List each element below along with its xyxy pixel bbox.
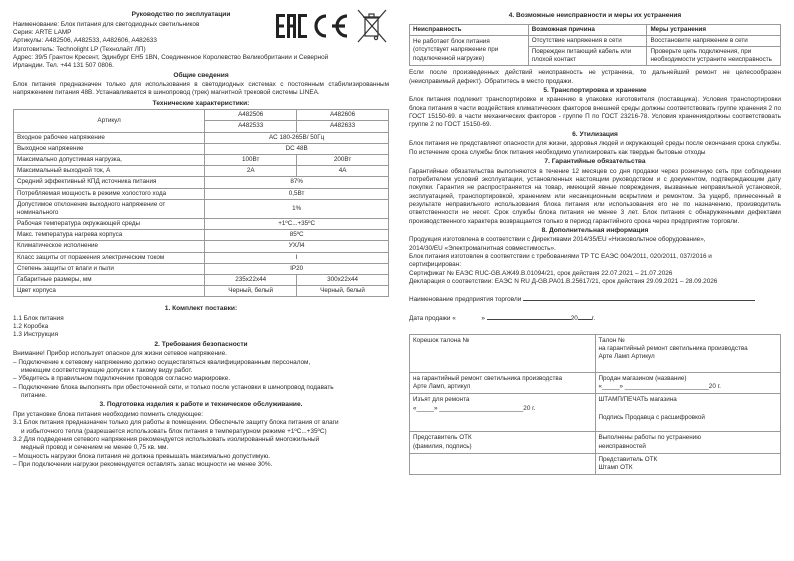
general-text: Блок питания предназначен только для использования в светодиодных системах с постоянным стабилизированным напряжением питания 48В. Устанавливается в шинопровод (трек) магнитной трековой системы LINEA. xyxy=(13,81,389,97)
list-item: – Подключение блока выполнять при обесточенной сети, и только после установки в шинопровод подавать xyxy=(13,383,334,391)
eac-mark-icon xyxy=(276,14,307,38)
list-item: – При подключении нагрузки рекомендуется оставлять запас мощности не менее 30%. xyxy=(13,460,273,468)
coupon-text: на гарантийный ремонт светильника производства xyxy=(598,345,748,353)
spec-label: Цвет корпуса xyxy=(14,286,205,297)
list-item: 1.1 Блок питания xyxy=(13,314,64,322)
spec-label: Степень защиты от влаги и пыли xyxy=(14,263,205,274)
specs-title: Технические характеристики: xyxy=(152,99,250,107)
fault-cell: Не работает блок питания (отсутствует напряжение при подключенной нагрузке) xyxy=(410,35,529,66)
table-row xyxy=(410,453,781,474)
column-header: Меры устранения xyxy=(647,24,781,35)
spec-value: IP20 xyxy=(205,263,389,274)
specs-table xyxy=(13,109,389,297)
info-line: Продукция изготовлена в соответствии с Директивами 2014/35/EU «Низковольтное оборудование», xyxy=(409,236,706,244)
general-title: Общие сведения xyxy=(173,71,229,79)
table-row xyxy=(14,286,389,297)
manufacturer: Изготовитель: Technolight LP (Технолайт ЛП) xyxy=(13,45,146,53)
spec-label: Климатическое исполнение xyxy=(14,241,205,252)
coupon-text: (фамилия, подпись) xyxy=(413,442,472,450)
coupon-text: Корешок талона № xyxy=(413,337,470,345)
list-item: – Убедитесь в правильном подключении проводов согласно маркировке. xyxy=(13,375,231,383)
list-item: 3.2 Для подведения сетевого напряжения рекомендуется использовать изолированный многожильный xyxy=(13,435,320,443)
shop-name-field[interactable] xyxy=(409,295,781,304)
spec-label: Входное рабочее напряжение xyxy=(14,132,205,143)
spec-value: AC 180-265В/ 50Гц xyxy=(205,132,389,143)
spec-value: 235x22x44 xyxy=(205,274,297,285)
spec-label: Габаритные размеры, мм xyxy=(14,274,205,285)
spec-value: 2А xyxy=(205,166,297,177)
table-row xyxy=(14,252,389,263)
article-cell: A482506 xyxy=(205,110,297,121)
section7-title: 7. Гарантийные обязательства xyxy=(544,158,646,165)
section3-title: 3. Подготовка изделия к работе и техническое обслуживание. xyxy=(99,401,303,409)
coupon-cell xyxy=(595,335,781,373)
year-suffix: г. xyxy=(591,314,596,322)
list-item: и избыточного тепла (разрешается использовать блок питания в температурном режиме +1ºС...+35ºС) xyxy=(21,427,327,435)
table-row xyxy=(14,110,389,121)
cause-cell: Отсутствие напряжения в сети xyxy=(528,35,647,46)
spec-label: Класс защиты от поражения электрическим током xyxy=(14,252,205,263)
remedy-cell: Восстановите напряжение в сети xyxy=(647,35,781,46)
coupon-cell xyxy=(595,394,781,432)
table-row xyxy=(410,373,781,394)
spec-label: Потребляемая мощность в режиме холостого хода xyxy=(14,188,205,199)
coupon-text: на гарантийный ремонт светильника производства xyxy=(413,375,563,383)
warranty-coupon-table xyxy=(409,334,781,475)
section6-title: 6. Утилизация xyxy=(572,130,618,138)
coupon-cell xyxy=(410,432,596,453)
spec-value: DC 48В xyxy=(205,143,389,154)
table-header-row xyxy=(410,24,781,35)
table-row xyxy=(14,188,389,199)
coupon-text: Талон № xyxy=(598,337,625,345)
remedy-cell: Проверьте цепь подключения, при необходимости устраните неисправность xyxy=(647,46,781,65)
section5-title: 5. Транспортировка и хранение xyxy=(543,86,647,94)
year-blank[interactable] xyxy=(578,314,592,320)
spec-value: +1ºС...+35ºС xyxy=(205,219,389,230)
spec-value: 300x22x44 xyxy=(297,274,389,285)
left-column xyxy=(13,10,389,469)
spec-value: Черный, белый xyxy=(297,286,389,297)
spec-value: УХЛ4 xyxy=(205,241,389,252)
coupon-cell xyxy=(410,373,596,394)
spec-label: Средний эффективный КПД источника питания xyxy=(14,177,205,188)
spec-value: 200Вт xyxy=(297,155,389,166)
articles: Артикулы: A482506, A482533, A482606, A482633 xyxy=(13,37,157,45)
table-row xyxy=(14,177,389,188)
cause-cell: Поврежден питающий кабель или плохой контакт xyxy=(528,46,647,65)
section4-title: 4. Возможные неисправности и меры их устранения xyxy=(508,12,682,19)
sale-date-label: Дата продажи « xyxy=(409,314,456,322)
section1-title: 1. Комплект поставки: xyxy=(164,305,238,313)
spec-value: 4А xyxy=(297,166,389,177)
coupon-text: Арте Ламп Артикул xyxy=(598,353,655,361)
table-row xyxy=(14,219,389,230)
quote-close: » xyxy=(481,314,485,322)
spec-label: Макс. температура нагрева корпуса xyxy=(14,230,205,241)
right-column xyxy=(409,10,781,475)
shop-name-blank[interactable] xyxy=(523,295,755,301)
info-line: Блок питания изготовлен в соответствии с требованиями ТР ТС ЕАЭС 004/2011, 020/2011, 037/2016 и xyxy=(409,253,712,261)
coupon-cell xyxy=(410,394,596,432)
section3-intro: При установке блока питания необходимо помнить следующее: xyxy=(13,410,203,418)
spec-label: Максимально допустимая нагрузка, xyxy=(14,155,205,166)
table-row xyxy=(14,199,389,218)
product-name: Наименование: Блок питания для светодиодных светильников xyxy=(13,20,200,28)
info-line: 2014/30/EU «Электромагнитная совместимость». xyxy=(409,244,556,252)
list-item: 1.3 Инструкция xyxy=(13,331,59,339)
list-item: имеющим соответствующие допуски к такому виду работ. xyxy=(21,367,193,374)
section6-text: Блок питания не представляют опасности для жизни, здоровья людей и окружающей среды после окончания срока службы. По истечение срока службы блок питания необходимо утилизировать как твердые бытовые отходы xyxy=(409,140,781,156)
spec-value: 85ºС xyxy=(205,230,389,241)
article-cell: A482533 xyxy=(205,121,297,132)
series: Серия: ARTE LAMP xyxy=(13,28,72,36)
table-row xyxy=(410,35,781,46)
spec-value: I xyxy=(205,252,389,263)
coupon-cell xyxy=(595,453,781,474)
declaration-line: Декларация о соответствии: ЕАЭС N RU Д-GB.PA01.B.25617/21, срок действия 29.09.2021 – 28.09.2026 xyxy=(409,278,718,286)
coupon-text: Подпись Продавца с расшифровкой xyxy=(598,413,705,421)
coupon-text: Представитель ОТК xyxy=(413,434,472,442)
spec-label: Максимальный выходной ток, А xyxy=(14,166,205,177)
spec-value: 1% xyxy=(205,199,389,218)
sale-date-blank[interactable] xyxy=(487,314,571,320)
section2-title: 2. Требования безопасности xyxy=(154,340,248,348)
list-item: – Подключение к сетевому напряжению должно осуществляться квалифицированным персоналом, xyxy=(13,358,311,366)
section8-title: 8. Дополнительная информация xyxy=(541,226,649,234)
address-line-1: Адрес: 39/5 Грантон Кресент, Эдинбург EH5 1BN, Соединенное Королевство Великобритании и Северной xyxy=(13,53,329,61)
table-row xyxy=(14,166,389,177)
coupon-text: Штамп ОТК xyxy=(598,463,633,471)
weee-crossed-bin-icon xyxy=(358,10,386,42)
certification-logos xyxy=(272,6,390,46)
warning-text: Внимание! Прибор использует опасное для жизни сетевое напряжение. xyxy=(13,350,227,358)
coupon-cell xyxy=(410,453,596,474)
coupon-text: Арте Ламп, артикул xyxy=(413,383,471,391)
shop-name-label: Наименование предприятия торговли xyxy=(409,296,522,304)
article-label: Артикул xyxy=(14,110,205,132)
coupon-text: Продан магазином (название) xyxy=(598,375,687,383)
sale-date-field[interactable] xyxy=(409,314,781,323)
list-item: – Мощность нагрузки блока питания не должна превышать максимально допустимую. xyxy=(13,452,271,460)
spec-value: 0,5Вт xyxy=(205,188,389,199)
article-cell: A482633 xyxy=(297,121,389,132)
coupon-text: Представитель ОТК xyxy=(598,455,658,463)
section5-text: Блок питания подлежит транспортировке и хранению в упаковке изготовителя (поставщика). Условия транспортировки блока питания в части воздействия климатических факторов внешней среды должны соответствовать группе хранения 2 по ГОСТ 15150-69. в части механических факторов - группе П по ГОСТ 23216-78. Условия хранениядолжны соответствовать группе 2 по ГОСТ 15150-69. xyxy=(409,96,781,129)
doc-title: Руководство по эксплуатации xyxy=(131,11,231,18)
coupon-text: Выполнены работы по устранению xyxy=(598,434,702,442)
table-row xyxy=(14,155,389,166)
faults-table xyxy=(409,24,781,67)
certificate-line: Сертификат № ЕАЭС RUC-GB.АЖ49.В.01094/21, срок действия 22.07.2021 – 21.07.2026 xyxy=(409,269,673,277)
table-row xyxy=(410,394,781,432)
spec-value: 100Вт xyxy=(205,155,297,166)
section7-text: Гарантийные обязательства выполняются в течение 12 месяцев со дня продажи через розничную сеть при соблюдении потребителем условий эксплуатации, установленных настоящим руководством и с документом, подтверждающим дату покупки. Гарантия не распространяется на товар, имеющий явные повреждения, вызванные неправильной установкой, эксплуатацией, транспортировкой, хранением или несанкционным вскрытием и ремонтом. За ущерб, принесенный в результате неправильного использования блока питания или использования его не по назначению, производитель ответственности не несет. Срок службы блока питания не менее 3 лет. Блок питания с обнаруженными дефектами производственного характера возвращается только в период гарантийного срока через предприятие торговли. xyxy=(409,167,781,225)
removed-date-blank[interactable]: «_____» ________________________20 г. xyxy=(413,404,536,412)
list-item: 3.1 Блок питания предназначен только для работы в помещении. Обеспечьте защиту блока питания от влаги xyxy=(13,419,339,427)
table-row xyxy=(14,230,389,241)
list-item: медный провод и сечением не менее 0,75 кв. мм. xyxy=(21,444,169,452)
coupon-text: ШТАМП/ПЕЧАТЬ магазина xyxy=(598,396,677,404)
ce-mark-icon xyxy=(316,16,347,36)
coupon-cell xyxy=(410,335,596,373)
table-row xyxy=(14,143,389,154)
spec-value: Черный, белый xyxy=(205,286,297,297)
table-row xyxy=(410,432,781,453)
list-item: питание. xyxy=(21,391,47,399)
spec-value: 87% xyxy=(205,177,389,188)
spec-label: Выходное напряжение xyxy=(14,143,205,154)
article-cell: A482606 xyxy=(297,110,389,121)
spec-label: Рабочая температура окружающей среды xyxy=(14,219,205,230)
sold-date-blank[interactable]: «_____» ________________________20 г. xyxy=(598,383,721,391)
coupon-cell xyxy=(595,432,781,453)
spec-label: Допустимое отклонение выходного напряжение от номинального xyxy=(14,199,205,218)
table-row xyxy=(14,274,389,285)
list-item: 1.2 Коробка xyxy=(13,323,49,331)
address-line-2: Ирландии. Тел. +44 131 507 0806. xyxy=(13,62,114,70)
column-header: Неисправность xyxy=(410,24,529,35)
coupon-text: Изъят для ремонта xyxy=(413,396,470,404)
table-row xyxy=(410,335,781,373)
year-prefix: 20 xyxy=(570,314,578,322)
section4-note: Если после произведенных действий неисправность не устранена, то дальнейший ремонт не целесообразен (неисправимый дефект). Обратитесь в место продажи. xyxy=(409,69,781,85)
coupon-cell xyxy=(595,373,781,394)
column-header: Возможная причина xyxy=(528,24,647,35)
table-row xyxy=(14,263,389,274)
info-line: сертифицирован: xyxy=(409,261,462,269)
coupon-text: неисправностей xyxy=(598,442,646,450)
table-row xyxy=(14,132,389,143)
table-row xyxy=(14,241,389,252)
